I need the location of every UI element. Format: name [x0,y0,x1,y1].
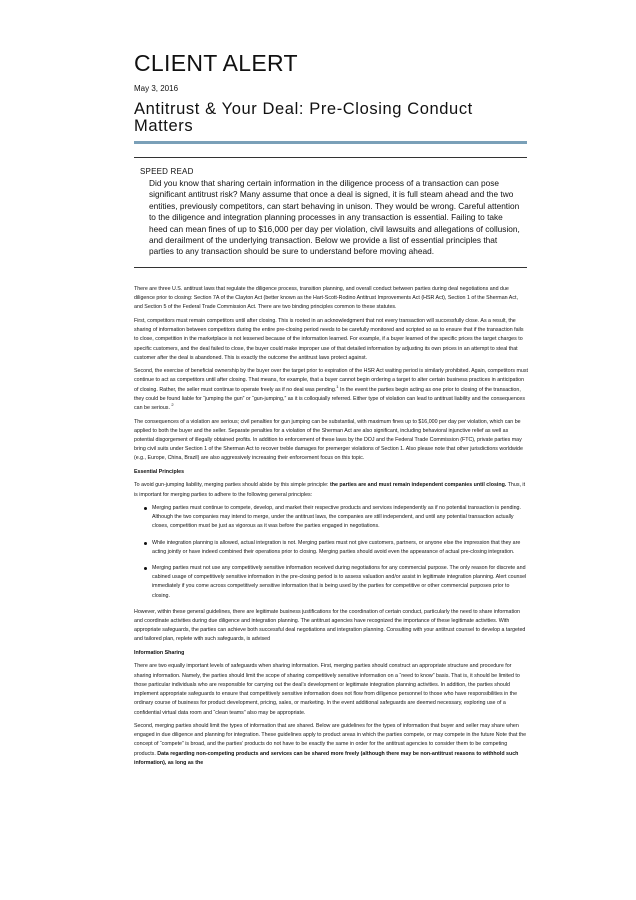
speed-read-bottom-rule [134,267,527,268]
heading-information-sharing: Information Sharing [134,649,185,656]
list-item: Merging parties must continue to compete, develop, and market their respective products and services independently as if no potential transaction is pending. Although the two companies may intend to merge, under the antitrust laws, the companies are still independent, and until any potential transaction actually closes, competition must be just as vigorous as it was before the parties engaged in negotiations. [134,504,528,532]
list-item: Merging parties must not use any competitively sensitive information received during negotiations for any commercial purpose. The only reason for discrete and cabined usage of competitively sensitive information in the pre-closing period is to assess valuation and/or assist in legitimate integration planning. Alert counsel immediately if you come across competitively sensitive information that is being used by the parties for competitive or other commercial purposes prior to closing. [134,564,528,601]
paragraph-information-types-a: Second, merging parties should limit the types of information that are shared. Below are guidelines for the types of information that buyer and seller may share when engaged in due diligence and planning for integration. These guidelines apply to product areas in which the parties compete, or may compete in the future Note that the concept of “compete” is broad, and the parties’ products do not have to be exactly the same in order for the antitrust agencies to consider them to be competing products. [134,723,527,757]
paragraph-second-principle-a: Second, the exercise of beneficial ownership by the buyer over the target prior to expiration of the HSR Act waiting period is similarly prohibited. Again, competitors must continue to act as competitors until after closing. That means, for example, that a buyer cannot begin ordering a target to alter certain business practices in anticipation of closing. Rather, the seller must continue to operate freely as if no deal was pending. [134,368,528,393]
paragraph-simple-principle-bold: the parties are and must remain independent companies until closing. [330,482,507,489]
headline-divider [134,141,527,144]
client-alert-label: CLIENT ALERT [134,50,298,76]
article-body [134,285,528,772]
footnote-ref-2[interactable]: 2 [171,402,174,408]
paragraph-consequences: The consequences of a violation are serious; civil penalties for gun jumping can be substantial, with maximum fines up to $16,000 per day per violation, which can be applied to both the buyer and the seller. Separate penalties for a violation of the Sherman Act are also significant, including behavioral injunctive relief as well as potential disgorgement of illegally obtained profits. In addition to enforcement of these laws by the DOJ and the Federal Trade Commission (FTC), private parties may bring civil suits under Section 1 of the Sherman Act to recover treble damages for premerger violations of Section 1. Also please note that other jurisdictions worldwide (e.g., Europe, China, Brazil) are also aggressively increasing their enforcement focus on this topic. [134,418,523,462]
paragraph-second-principle [134,367,528,413]
principles-list [134,504,528,601]
speed-read-top-rule [134,157,527,158]
paragraph-simple-principle-c: Thus, it is important for merging parties to adhere to the following general principles: [134,482,526,498]
speed-read-label: SPEED READ [140,167,194,176]
alert-date: May 3, 2016 [134,84,179,93]
speed-read-text: Did you know that sharing certain information in the diligence process of a transaction can pose significant antitrust risk? Many assume that once a deal is signed, it is full steam ahead and the two entities, previously competitors, can start behaving in unison. They would be wrong. Careful attention to the diligence and integration planning processes in any transaction is essential. Failing to take heed can mean fines of up to $16,000 per day per violation, civil lawsuits and allegations of collusion, and derailment of the underlying transaction. Below we provide a list of essential principles that parties to any transaction should be sure to understand before moving ahead. [149,178,520,257]
paragraph-simple-principle [134,481,528,499]
paragraph-intro: There are three U.S. antitrust laws that regulate the diligence process, transition planning, and overall conduct between parties during deal negotiations and due diligence prior to closing: Section 7A of the Clayton Act (better known as the Hart-Scott-Rodino Antitrust Improvements Act (HSR Act), Section 1 of the Sherman Act, and Section 5 of the Federal Trade Commission Act. There are two binding principles common to these statutes. [134,286,518,311]
alert-headline: Antitrust & Your Deal: Pre-Closing Conduct Matters [134,100,473,135]
footnote-ref-1[interactable]: 1 [336,383,339,389]
paragraph-legitimate-coordination: However, within these general guidelines, there are legitimate business justifications for the coordination of certain conduct, particularly the need to share information and coordinate activities during due diligence and integration planning. The antitrust agencies have recognized the importance of these legitimate activities. With appropriate safeguards, the parties can achieve both successful deal negotiations and integration planning. Consulting with your antitrust counsel to develop a targeted and tailored plan, replete with such safeguards, is advised [134,608,526,643]
heading-essential-principles: Essential Principles [134,468,185,475]
paragraph-first-principle: First, competitors must remain competitors until after closing. This is rooted in an acknowledgment that not every transaction will successfully close. As a result, the sharing of information between competitors during the entire pre-closing period needs to be carefully monitored and scripted so as to ensure that if the transaction fails to close, competition in the marketplace is not lessened because of the information learned. For example, if a buyer learned of the specific prices the target charges to specific customers, and the deal failed to close, the buyer could make improper use of that detailed information by adjusting its own prices in an attempt to steal that customer after the deal is abandoned. This is exactly the outcome the antitrust laws protect against. [134,317,524,361]
paragraph-information-types-bold: Data regarding non-competing products and services can be shared more freely (although there may be non-antitrust reasons to withhold such information), as long as the [134,750,519,766]
paragraph-safeguards: There are two equally important levels of safeguards when sharing information. First, merging parties should construct an appropriate structure and procedure for sharing information. Namely, the parties should limit the scope of sharing competitively sensitive information on a “need to know” basis. That is, it should be limited to those particular individuals who are responsible for carrying out the deal’s development or legitimate integration planning activities. In addition, the parties should implement appropriate safeguards to ensure that competitively sensitive information does not flow from diligence personnel to those who have responsibilities in the ordinary course of business for product development, pricing, sales, or marketing. In the event additional safeguards are deemed necessary, exploring use of a confidential virtual data room and “clean teams” also may be appropriate. [134,663,520,716]
paragraph-information-types [134,722,528,768]
paragraph-second-principle-b: In the event the parties begin acting as one prior to closing of the transaction, they could be found liable for “jumping the gun” or “gun-jumping,” as it is colloquially referred. Either type of violation can lead to antitrust liability and the consequences can be serious. [134,386,526,412]
paragraph-simple-principle-a: To avoid gun-jumping liability, merging parties should abide by this simple principle: [134,482,330,489]
list-item: While integration planning is allowed, actual integration is not. Merging parties must not give customers, partners, or anyone else the impression that they are acting jointly or have indeed combined their operations prior to closing. Merging parties should avoid even the appearance of actual pre-closing integration. [134,539,528,557]
